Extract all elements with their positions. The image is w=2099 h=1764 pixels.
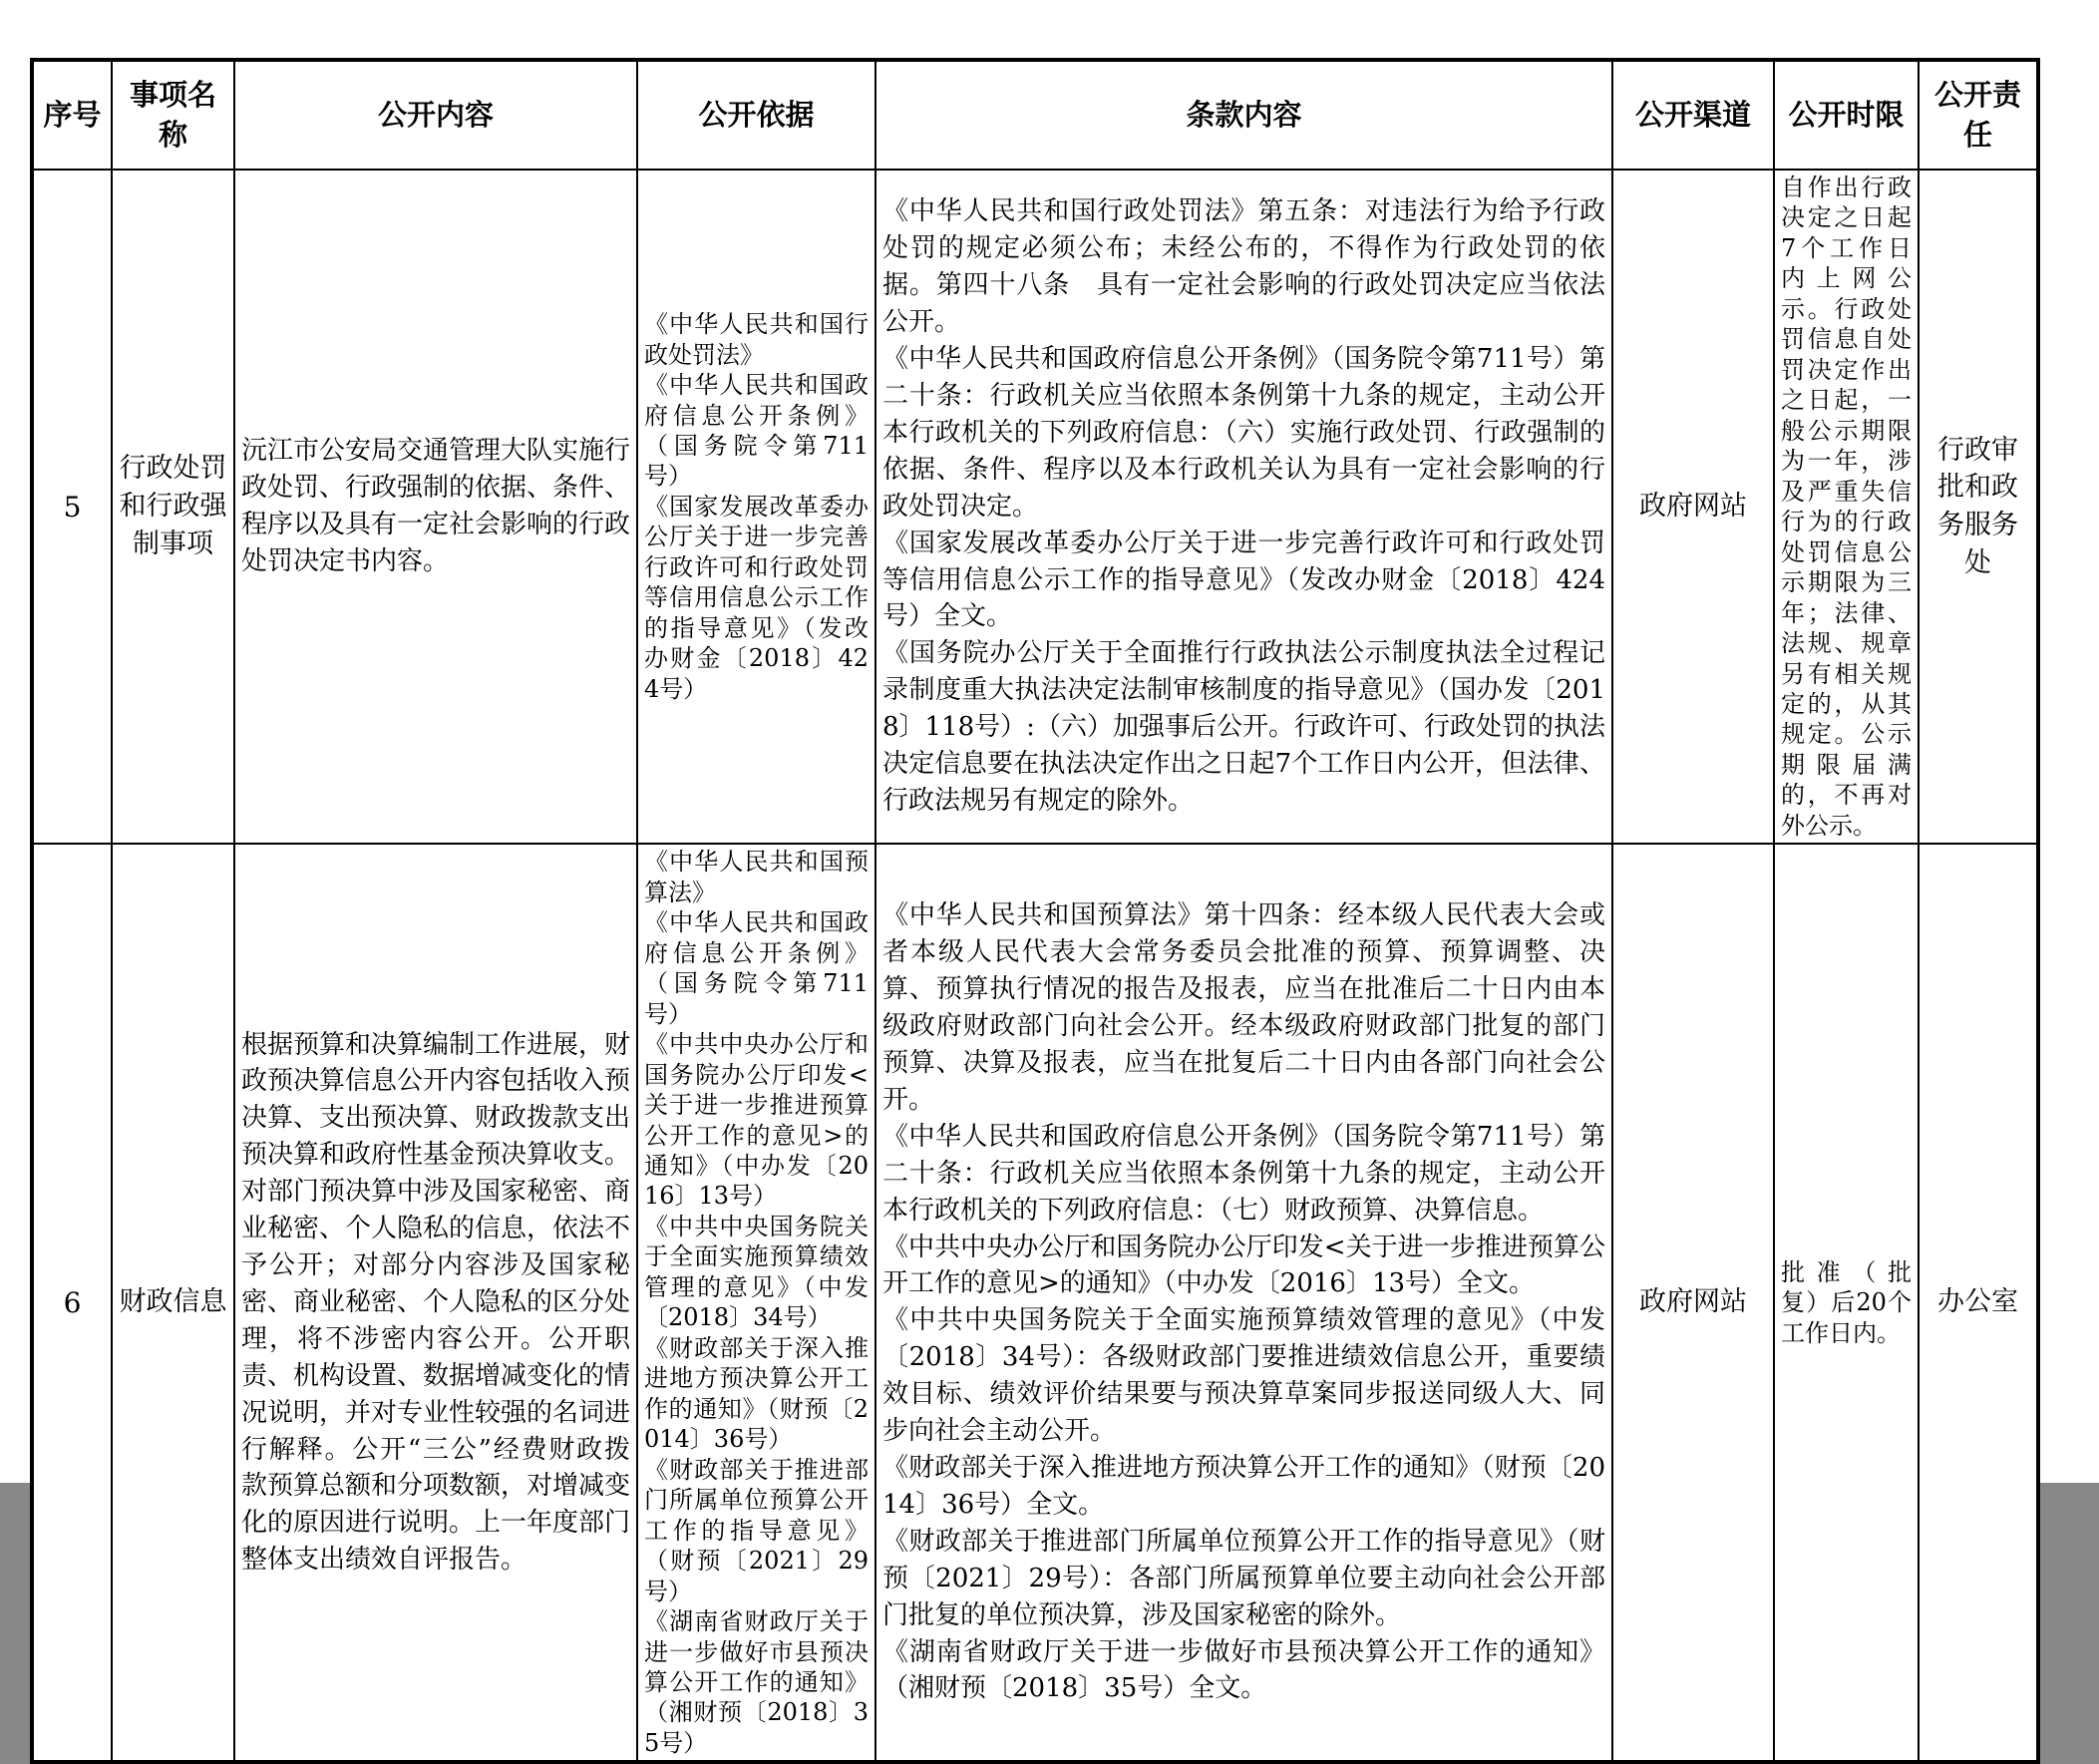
row6-clauses: 《中华人民共和国预算法》第十四条：经本级人民代表大会或者本级人民代表大会常务委员会批准的预算、预算调整、决算、预算执行情况的报告及报表，应当在批准后二十日内由本级政府财政部门向社会公开。经本级政府财政部门批复的部门预算、决算及报表，应当在批复后二十日内由各部门向社会公开。 《中华人民共和国政府信息公开条例》（国务院令第711号）第二十条：行政机关应当依照本条例第十九条的规定，主动公开本行政机关的下列政府信息：（七）财政预算、决算信息。 《中共中央办公厅和国务院办公厅印发<关于进一步推进预算公开工作的意见>的通知》（中办发〔2016〕13号）全文。 《中共中央国务院关于全面实施预算绩效管理的意见》（中发〔2018〕34号）：各级财政部门要推进绩效信息公开，重要绩效目标、绩效评价结果要与预决算草案同步报送同级人大、同步向社会主动公开。 《财政部关于深入推进地方预决算公开工作的通知》（财预〔2014〕36号）全文。 《财政部关于推进部门所属单位预算公开工作的指导意见》（财预〔2021〕29号）：各部门所属预算单位要主动向社会公开部门批复的单位预决算，涉及国家秘密的除外。 《湖南省财政厅关于进一步做好市县预决算公开工作的通知》（湘财预〔2018〕35号）全文。 [875, 844, 1612, 1762]
row5-responsibility: 行政审批和政务服务处 [1919, 170, 2038, 844]
row6-basis: 《中华人民共和国预算法》 《中华人民共和国政府信息公开条例》（国务院令第711号） 《中共中央办公厅和国务院办公厅印发<关于进一步推进预算公开工作的意见>的通知》（中办发〔2016〕13号） 《中共中央国务院关于全面实施预算绩效管理的意见》（中发〔2018〕34号） 《财政部关于深入推进地方预决算公开工作的通知》（财预〔2014〕36号） 《财政部关于推进部门所属单位预算公开工作的指导意见》（财预〔2021〕29号） 《湖南省财政厅关于进一步做好市县预决算公开工作的通知》（湘财预〔2018〕35号） [637, 844, 875, 1762]
header-clauses: 条款内容 [875, 60, 1612, 170]
row6-time-limit: 批准（批复）后20个工作日内。 [1774, 844, 1919, 1762]
row5-index: 5 [32, 170, 112, 844]
row5-channel: 政府网站 [1612, 170, 1774, 844]
table-row-6 [32, 844, 2038, 1762]
row5-content: 沅江市公安局交通管理大队实施行政处罚、行政强制的依据、条件、程序以及具有一定社会影响的行政处罚决定书内容。 [234, 170, 637, 844]
header-responsibility: 公开责任 [1919, 60, 2038, 170]
row6-item-name: 财政信息 [112, 844, 234, 1762]
row6-channel: 政府网站 [1612, 844, 1774, 1762]
table-row-5 [32, 170, 2038, 844]
row5-time-limit: 自作出行政决定之日起7个工作日内上网公示。行政处罚信息自处罚决定作出之日起，一般公示期限为一年，涉及严重失信行为的行政处罚信息公示期限为三年；法律、法规、规章另有相关规定的，从其规定。公示期限届满的，不再对外公示。 [1774, 170, 1919, 844]
row5-item-name: 行政处罚和行政强制事项 [112, 170, 234, 844]
header-row [32, 60, 2038, 170]
header-basis: 公开依据 [637, 60, 875, 170]
header-index: 序号 [32, 60, 112, 170]
header-content: 公开内容 [234, 60, 637, 170]
row5-basis: 《中华人民共和国行政处罚法》 《中华人民共和国政府信息公开条例》（国务院令第711号） 《国家发展改革委办公厅关于进一步完善行政许可和行政处罚等信用信息公示工作的指导意见》（发改办财金〔2018〕424号） [637, 170, 875, 844]
row6-responsibility: 办公室 [1919, 844, 2038, 1762]
row6-content: 根据预算和决算编制工作进展，财政预决算信息公开内容包括收入预决算、支出预决算、财政拨款支出预决算和政府性基金预决算收支。对部门预决算中涉及国家秘密、商业秘密、个人隐私的信息，依法不予公开；对部分内容涉及国家秘密、商业秘密、个人隐私的区分处理，将不涉密内容公开。公开职责、机构设置、数据增减变化的情况说明，并对专业性较强的名词进行解释。公开“三公”经费财政拨款预算总额和分项数额，对增减变化的原因进行说明。上一年度部门整体支出绩效自评报告。 [234, 844, 637, 1762]
row5-clauses: 《中华人民共和国行政处罚法》第五条：对违法行为给予行政处罚的规定必须公布；未经公布的，不得作为行政处罚的依据。第四十八条 具有一定社会影响的行政处罚决定应当依法公开。 《中华人民共和国政府信息公开条例》（国务院令第711号）第二十条：行政机关应当依照本条例第十九条的规定，主动公开本行政机关的下列政府信息：（六）实施行政处罚、行政强制的依据、条件、程序以及本行政机关认为具有一定社会影响的行政处罚决定。 《国家发展改革委办公厅关于进一步完善行政许可和行政处罚等信用信息公示工作的指导意见》（发改办财金〔2018〕424号）全文。 《国务院办公厅关于全面推行行政执法公示制度执法全过程记录制度重大执法决定法制审核制度的指导意见》（国办发〔2018〕118号）:（六）加强事后公开。行政许可、行政处罚的执法决定信息要在执法决定作出之日起7个工作日内公开，但法律、行政法规另有规定的除外。 [875, 170, 1612, 844]
header-item-name: 事项名称 [112, 60, 234, 170]
header-time-limit: 公开时限 [1774, 60, 1919, 170]
row6-index: 6 [32, 844, 112, 1762]
disclosure-items-table [30, 58, 2040, 1764]
header-channel: 公开渠道 [1612, 60, 1774, 170]
